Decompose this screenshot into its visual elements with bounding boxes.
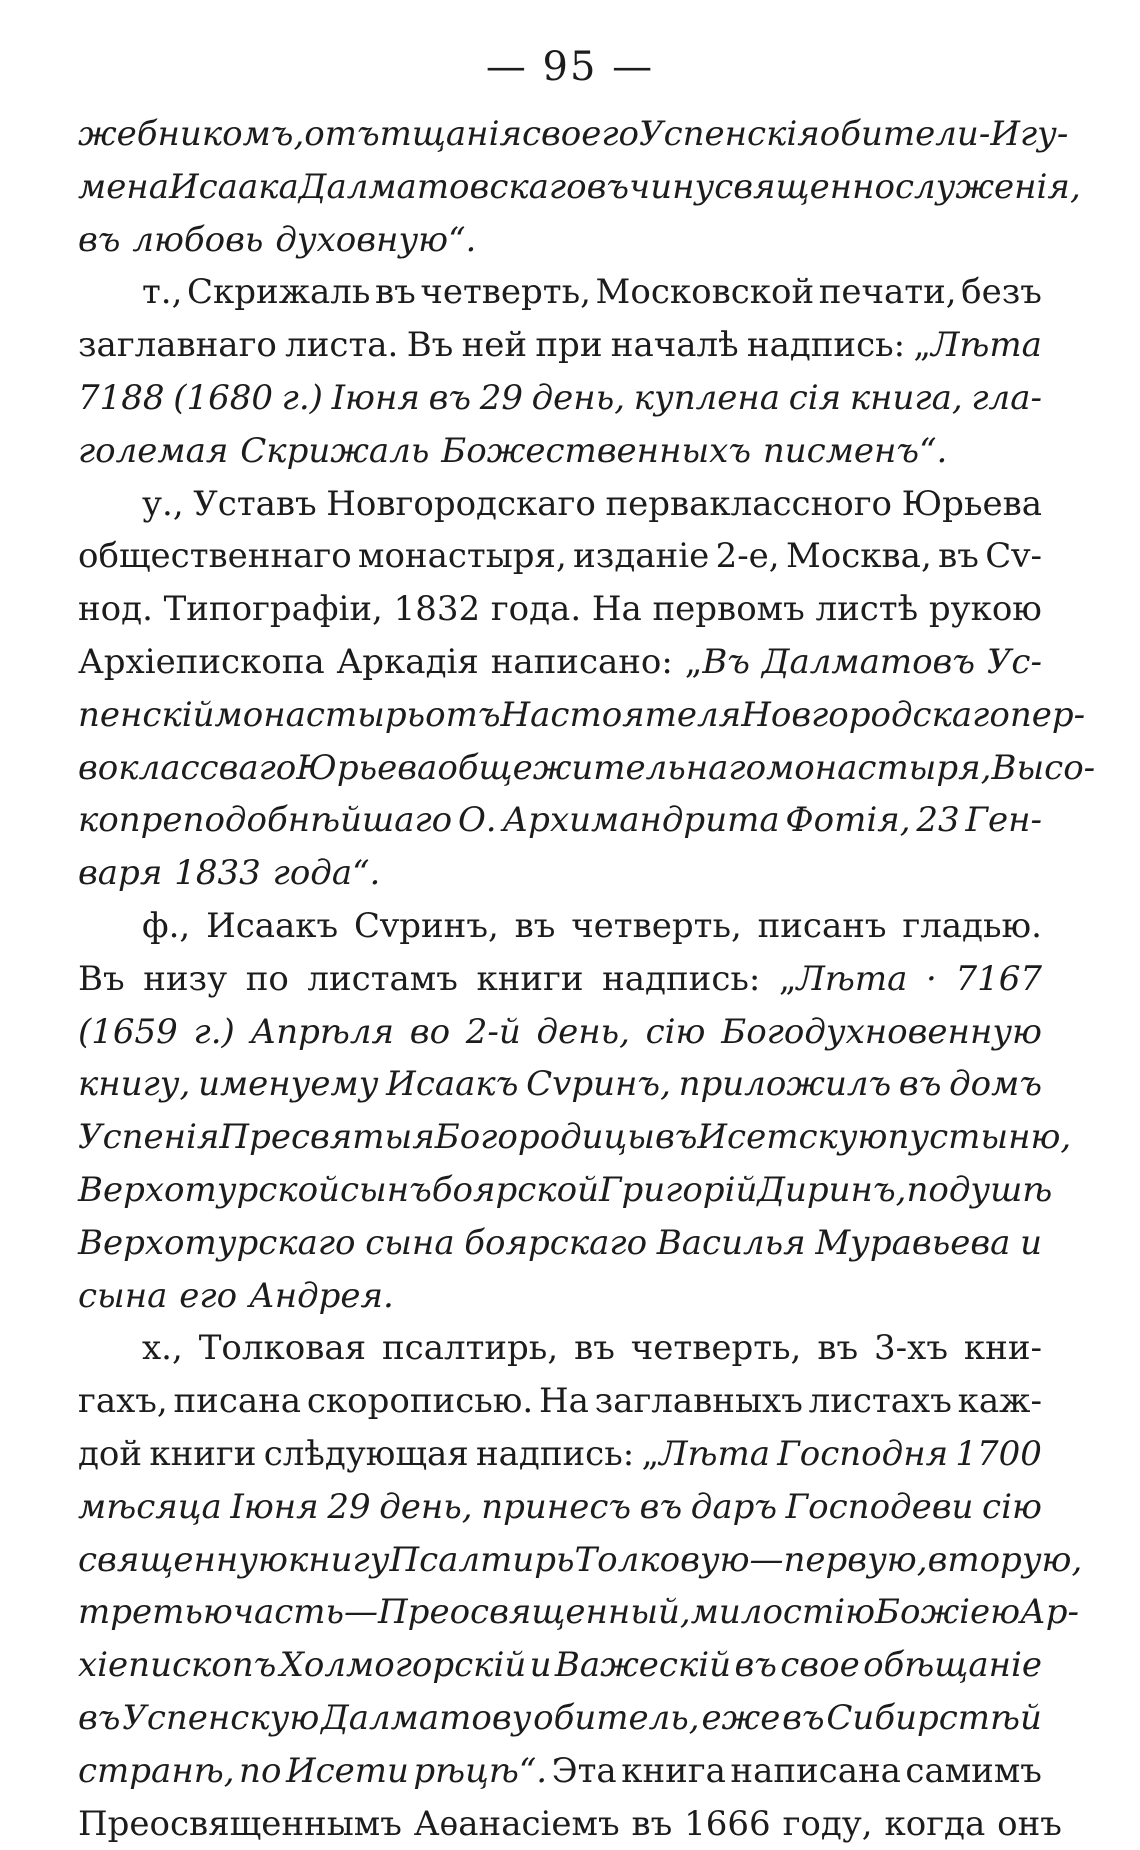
word: Аркадія [337, 636, 479, 689]
word: Фотія, [785, 794, 910, 847]
word: Преосвященнымъ [78, 1798, 402, 1850]
word: книга [621, 1745, 726, 1798]
word: гладью. [902, 900, 1042, 953]
word: воклассваго [78, 742, 296, 795]
paragraph-item-f [78, 900, 1042, 1322]
text-line [78, 900, 1042, 953]
word: Скрижаль [187, 266, 370, 319]
text-line [78, 425, 1042, 478]
word: печати, [819, 266, 957, 319]
word: въ [817, 1322, 858, 1375]
word: Ус- [987, 636, 1042, 689]
word: милостію [691, 1586, 875, 1639]
word: книгу, [78, 1058, 190, 1111]
word: копреподобнѣйшаго [78, 794, 452, 847]
text-line [78, 1639, 1042, 1692]
word: кни- [964, 1322, 1042, 1375]
body-text [78, 108, 1042, 1850]
word: книга, [850, 372, 963, 425]
text-line [78, 689, 1042, 742]
word: Богородицы [435, 1111, 655, 1164]
text-line [78, 372, 1042, 425]
text-line [78, 847, 1042, 900]
word: слѣдующая [264, 1428, 469, 1481]
text-line [78, 1322, 1042, 1375]
word: онъ [997, 1798, 1062, 1850]
word: Муравьева [815, 1217, 1010, 1270]
word: Далматовъ [762, 636, 975, 689]
text-line [78, 1164, 1042, 1217]
word: духовную“. [275, 214, 476, 267]
text-line [78, 214, 1042, 267]
word: изданіе [573, 530, 709, 583]
text-line [78, 1006, 1042, 1059]
word: въ [78, 1692, 120, 1745]
word: Григорій [599, 1164, 757, 1217]
word: у., [142, 478, 184, 531]
word: Москва, [786, 530, 932, 583]
word: свое [780, 1639, 859, 1692]
word: отъ [425, 689, 500, 742]
word: Іюня [230, 1481, 318, 1534]
word: часть—Преосвященный, [233, 1586, 691, 1639]
word: скорописью. [307, 1375, 533, 1428]
word: х., [142, 1322, 183, 1375]
word: варя [78, 847, 162, 900]
word: Сv- [985, 530, 1042, 583]
text-line [78, 1692, 1042, 1745]
paragraph-item-u [78, 478, 1042, 900]
word: Игу- [990, 108, 1068, 161]
word: монастырь [215, 689, 426, 742]
word: гахъ, [78, 1375, 168, 1428]
word: въ [782, 1692, 824, 1745]
word: четверть, [571, 900, 742, 953]
word: когда [884, 1798, 985, 1850]
word: боярскаго [464, 1217, 647, 1270]
word: Московской [596, 266, 815, 319]
word: книгу [288, 1534, 390, 1587]
word: 7188 [78, 372, 165, 425]
word: день, [537, 1006, 630, 1059]
word: рукою [929, 583, 1042, 636]
word: день, [532, 372, 625, 425]
word: Василья [657, 1217, 806, 1270]
word: году, [783, 1798, 873, 1850]
word: день, [379, 1481, 472, 1534]
word: отъ [304, 108, 379, 161]
word: и [1020, 1217, 1042, 1270]
word: въ [655, 1111, 697, 1164]
word: въ [938, 530, 979, 583]
word: сынъ [340, 1164, 432, 1217]
word: Исети [286, 1745, 409, 1798]
word: началѣ [611, 319, 739, 372]
word: рѣцѣ“. [413, 1745, 547, 1798]
word: первомъ [653, 583, 805, 636]
word: пер- [1010, 689, 1085, 742]
word: при [535, 319, 602, 372]
word: Богодухновенную [721, 1006, 1042, 1059]
word: сія [789, 372, 841, 425]
text-line [78, 1745, 1042, 1798]
word: Юрьева [296, 742, 437, 795]
word: Настоятеля [500, 689, 741, 742]
word: тщанія [380, 108, 522, 161]
page-number: — 95 — [0, 44, 1140, 90]
word: Исаакъ [386, 1058, 518, 1111]
word: псалтирь, [382, 1322, 558, 1375]
word: 2-е, [716, 530, 780, 583]
word: 23 [916, 794, 959, 847]
word: Сvринъ, [526, 1058, 671, 1111]
word: мѣсяца [78, 1481, 222, 1534]
text-line [78, 530, 1042, 583]
word: пенскій [78, 689, 215, 742]
word: сына [365, 1217, 454, 1270]
word: Ар- [1020, 1586, 1079, 1639]
word: въ [78, 214, 120, 267]
word: заглавнаго [78, 319, 277, 372]
text-line [78, 636, 1042, 689]
word: 1832 [394, 583, 481, 636]
word: именуему [198, 1058, 378, 1111]
text-line [78, 742, 1042, 795]
word: въ [574, 1322, 615, 1375]
word: 29 [480, 372, 523, 425]
word: Уставъ [193, 478, 316, 531]
word: На [592, 583, 642, 636]
word: „Лѣта [641, 1428, 770, 1481]
word: Ген- [965, 794, 1042, 847]
text-line [78, 478, 1042, 531]
word: 2-й [466, 1006, 521, 1059]
word: Верхотурской [78, 1164, 340, 1217]
word: нод. [78, 583, 153, 636]
text-line [78, 1111, 1042, 1164]
word: общежительнаго [437, 742, 766, 795]
word: общественнаго [78, 530, 352, 583]
word: написано: [491, 636, 673, 689]
word: писана [174, 1375, 302, 1428]
text-line [78, 161, 1042, 214]
word: Толковая [199, 1322, 366, 1375]
word: самимъ [905, 1745, 1042, 1798]
word: Юрьева [902, 478, 1042, 531]
word: Исаака [169, 161, 299, 214]
word: надпись: [476, 1428, 634, 1481]
text-line [78, 1798, 1042, 1850]
text-line [78, 319, 1042, 372]
word: заглавныхъ [595, 1375, 803, 1428]
word: гла- [971, 372, 1042, 425]
word: Толковую—первую, [575, 1534, 928, 1587]
word: въ [375, 266, 416, 319]
word: Далматову [321, 1692, 531, 1745]
word: Верхотурскаго [78, 1217, 356, 1270]
word: Сибирстѣй [826, 1692, 1042, 1745]
word: надпись: [747, 319, 905, 372]
word: Типографіи, [164, 583, 383, 636]
word: безъ [961, 266, 1042, 319]
word: листамъ [307, 953, 457, 1006]
paragraph-item-kh [78, 1322, 1042, 1850]
word: г.) [194, 1006, 235, 1059]
word: еже [701, 1692, 780, 1745]
word: домъ [949, 1058, 1042, 1111]
word: сына [78, 1270, 167, 1323]
word: 7167 [955, 953, 1042, 1006]
word: Новгородскаго [741, 689, 1010, 742]
word: каж- [958, 1375, 1042, 1428]
word: сію [646, 1006, 706, 1059]
word: Аѳанасіемъ [414, 1798, 620, 1850]
word: Новгородскаго [326, 478, 596, 531]
word: Іюня [332, 372, 420, 425]
word: Скрижаль [240, 425, 429, 478]
word: писанъ [758, 900, 887, 953]
word: и [530, 1639, 552, 1692]
word: его [179, 1270, 237, 1323]
word: 1700 [955, 1428, 1042, 1481]
word: надпись: [602, 953, 760, 1006]
paragraph-continuation [78, 108, 1042, 266]
word: странѣ, [78, 1745, 235, 1798]
word: листахъ [809, 1375, 952, 1428]
word: Божественныхъ [441, 425, 751, 478]
text-line [78, 953, 1042, 1006]
word: приложилъ [679, 1058, 892, 1111]
word: священнослуженія, [714, 161, 1081, 214]
word: 3-хъ [874, 1322, 948, 1375]
word: Въ [407, 319, 454, 372]
text-line [78, 1481, 1042, 1534]
word: Апрѣля [251, 1006, 395, 1059]
word: низу [143, 953, 227, 1006]
word: мена [78, 161, 169, 214]
word: Господня [777, 1428, 948, 1481]
word: Успенскія [639, 108, 820, 161]
word: 1666 [684, 1798, 771, 1850]
word: перваклассного [605, 478, 892, 531]
word: въ [515, 900, 556, 953]
word: (1680 [173, 372, 273, 425]
word: обѣщаніе [863, 1639, 1042, 1692]
word: Исетскую [697, 1111, 887, 1164]
word: „Лѣта [913, 319, 1042, 372]
word: т., [142, 266, 182, 319]
word: 1833 [174, 847, 261, 900]
text-line [78, 1428, 1042, 1481]
word: големая [78, 425, 228, 478]
word: по [906, 1164, 948, 1217]
word: Успенія [78, 1111, 219, 1164]
word: Холмогорскій [280, 1639, 527, 1692]
word: священную [78, 1534, 288, 1587]
word: сію [982, 1481, 1042, 1534]
word: въ [899, 1058, 941, 1111]
word: года. [491, 583, 581, 636]
word: боярской [432, 1164, 599, 1217]
word: На [539, 1375, 589, 1428]
word: писменъ“. [763, 425, 947, 478]
word: душѣ [949, 1164, 1052, 1217]
word: обители- [820, 108, 991, 161]
word: Важескій [555, 1639, 731, 1692]
word: въ [429, 372, 471, 425]
word: по [246, 953, 289, 1006]
word: Сvринъ, [354, 900, 499, 953]
word: (1659 [78, 1006, 178, 1059]
word: ней [462, 319, 527, 372]
text-line [78, 1586, 1042, 1639]
text-line [78, 1217, 1042, 1270]
word: любовь [132, 214, 263, 267]
word: въ [640, 1481, 682, 1534]
word: обитель, [533, 1692, 699, 1745]
word: Пресвятыя [219, 1111, 434, 1164]
word: книги [476, 953, 583, 1006]
word: хіепископъ [78, 1639, 276, 1692]
word: въ [734, 1639, 776, 1692]
word: Исаакъ [206, 900, 338, 953]
text-line [78, 108, 1042, 161]
word: принесъ [481, 1481, 631, 1534]
word: своего [522, 108, 639, 161]
text-line [78, 583, 1042, 636]
word: „Лѣта [779, 953, 908, 1006]
word: третью [78, 1586, 233, 1639]
word: Высо- [991, 742, 1095, 795]
word: листѣ [815, 583, 918, 636]
word: Эта [552, 1745, 617, 1798]
paragraph-item-t [78, 266, 1042, 477]
text-line [78, 794, 1042, 847]
word: Господеви [786, 1481, 974, 1534]
word: четверть, [420, 266, 591, 319]
word: дой [78, 1428, 142, 1481]
text-line [78, 1375, 1042, 1428]
word: пустыню, [887, 1111, 1071, 1164]
word: г.) [282, 372, 323, 425]
text-line [78, 1534, 1042, 1587]
word: Архимандрита [502, 794, 779, 847]
word: О. [458, 794, 497, 847]
word: Божіею [875, 1586, 1020, 1639]
text-line [78, 266, 1042, 319]
word: вторую, [928, 1534, 1083, 1587]
word: „Въ [685, 636, 750, 689]
text-line [78, 1058, 1042, 1111]
word: въ [631, 1798, 672, 1850]
word: монастыря, [358, 530, 567, 583]
word: ф., [142, 900, 190, 953]
word: въ [587, 161, 629, 214]
word: листа. [285, 319, 398, 372]
word: куплена [634, 372, 780, 425]
word: жебникомъ, [78, 108, 304, 161]
word: года“. [273, 847, 381, 900]
word: Диринъ, [757, 1164, 906, 1217]
word: чину [629, 161, 714, 214]
word: Архіепископа [78, 636, 325, 689]
word: книги [149, 1428, 256, 1481]
text-line [78, 1270, 1042, 1323]
word: во [410, 1006, 450, 1059]
word: Далматовскаго [299, 161, 587, 214]
word: монастыря, [766, 742, 991, 795]
word: по [239, 1745, 281, 1798]
word: 29 [327, 1481, 370, 1534]
word: Успенскую [122, 1692, 319, 1745]
word: Андрея. [249, 1270, 394, 1323]
word: четверть, [631, 1322, 802, 1375]
word: написана [730, 1745, 901, 1798]
word: · [926, 953, 937, 1006]
word: даръ [691, 1481, 777, 1534]
word: Въ [78, 953, 125, 1006]
word: Псалтирь [389, 1534, 574, 1587]
